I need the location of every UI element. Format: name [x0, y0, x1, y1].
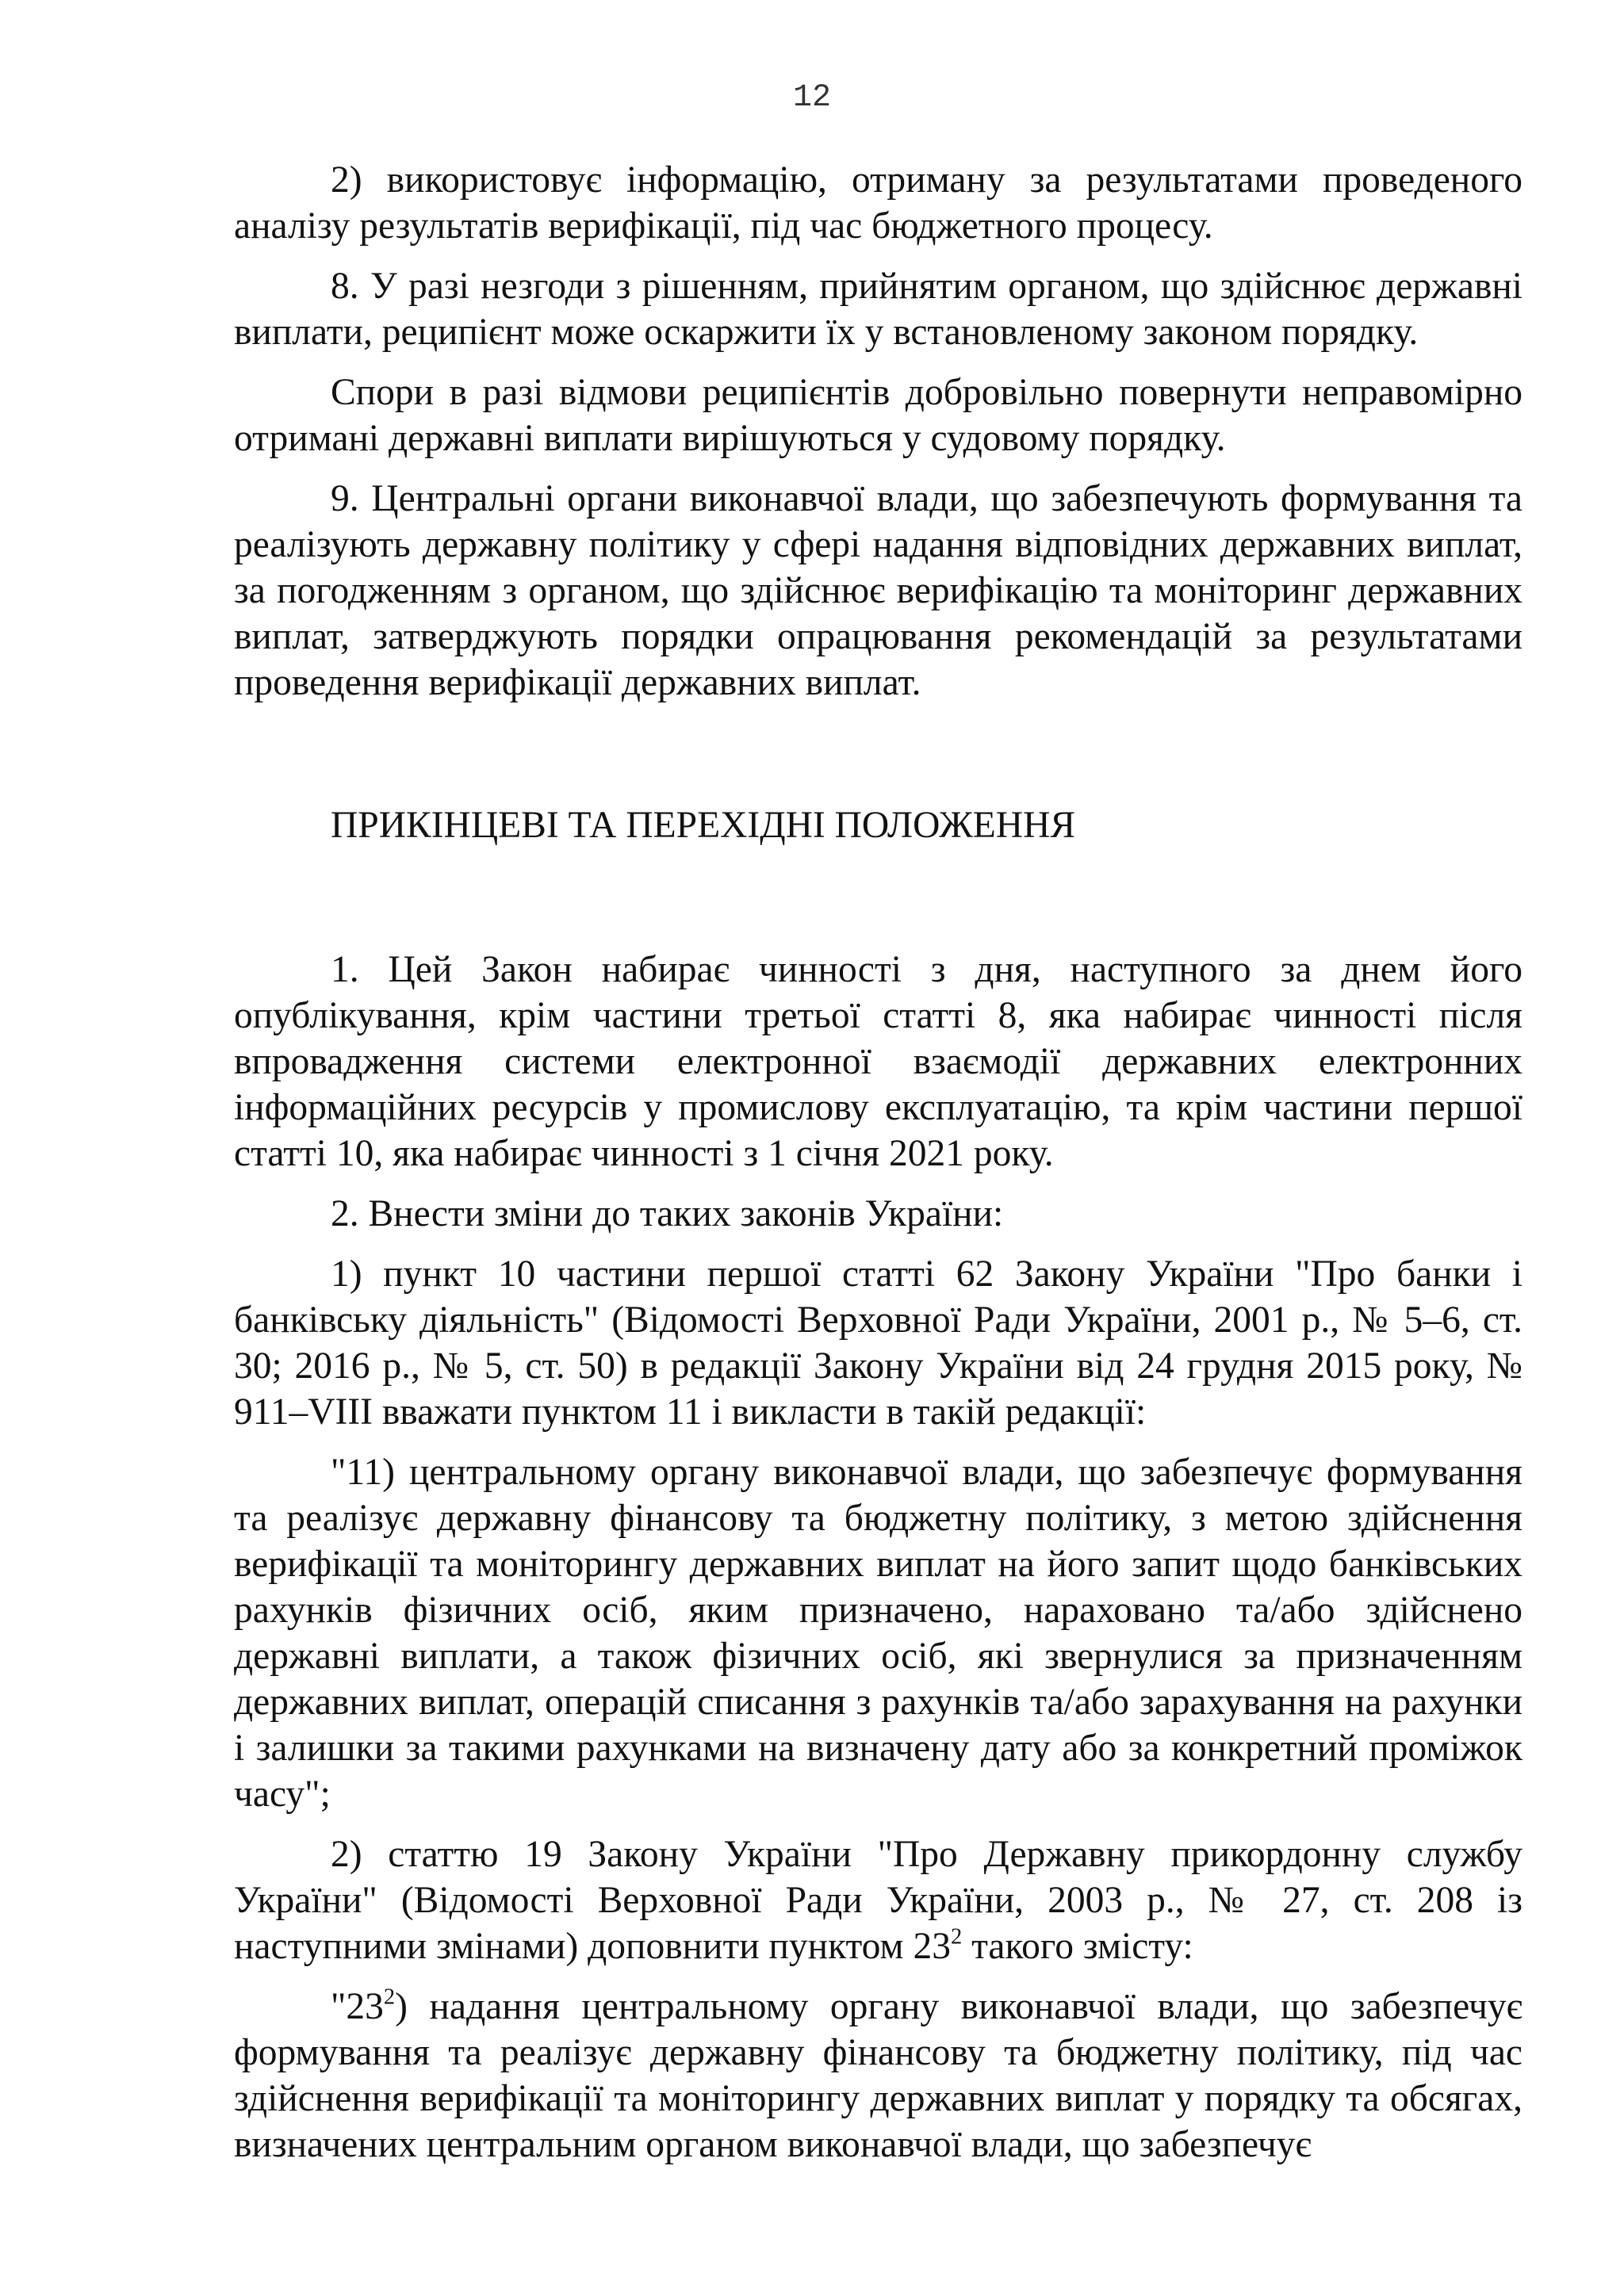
paragraph: "11) центральному органу виконавчої влади, що забезпечує формування та реалізує державну фінансову та бюджетну політику, з метою здійснення верифікації та моніторингу державних виплат на його запит щодо банківських рахунків фізичних осіб, яким призначено, нараховано та/або здійснено державні виплати, а також фізичних осіб, які звернулися за призначенням державних виплат, операцій списання з рахунків та/або зарахування на рахунки і залишки за такими рахунками на визначену дату або за конкретний проміжок часу"; — [234, 1452, 1522, 1815]
paragraph: 9. Центральні органи виконавчої влади, що забезпечують формування та реалізують державну політику у сфері надання відповідних державних виплат, за погодженням з органом, що здійснює верифікацію та моніторинг державних виплат, затверджують порядки опрацювання рекомендацій за результатами проведення верифікації державних виплат. — [234, 478, 1522, 703]
paragraph: 1. Цей Закон набирає чинності з дня, наступного за днем його опублікування, крім частини третьої статті 8, яка набирає чинності після впровадження системи електронної взаємодії державних електронних інформаційних ресурсів у промислову експлуатацію, та крім частини першої статті 10, яка набирає чинності з 1 січня 2021 року. — [234, 949, 1522, 1174]
paragraph-amendment-intro — [234, 1831, 1522, 1969]
paragraph: 2) використовує інформацію, отриману за результатами проведеного аналізу результатів верифікації, під час бюджетного процесу. — [234, 159, 1522, 247]
page-number: 12 — [792, 80, 831, 116]
superscript: 2 — [950, 1924, 963, 1950]
paragraph-amendment-text — [234, 1984, 1522, 2168]
paragraph: 1) пункт 10 частини першої статті 62 Закону України "Про банки і банківську діяльність" (Відомості Верховної Ради України, 2001 р., № 5–6, ст. 30; 2016 р., № 5, ст. 50) в редакції Закону України від 24 грудня 2015 року, № 911–VIII вважати пунктом 11 і викласти в такій редакції: — [234, 1253, 1522, 1433]
text-run: такого змісту: — [962, 1926, 1193, 1967]
section-heading: ПРИКІНЦЕВІ ТА ПЕРЕХІДНІ ПОЛОЖЕННЯ — [331, 805, 1076, 846]
paragraph: 8. У разі незгоди з рішенням, прийнятим органом, що здійснює державні виплати, реципієнт може оскаржити їх у встановленому законом порядку. — [234, 266, 1522, 353]
paragraph: 2. Внести зміни до таких законів України: — [331, 1193, 1004, 1234]
text-run: 2) статтю 19 Закону України "Про Державну прикордонну службу України" (Відомості Верховної Ради України, 2003 р., № 27, ст. 208 із наступними змінами) доповнити пунктом 23 — [234, 1834, 1522, 1967]
paragraph: Спори в разі відмови реципієнтів добровільно повернути неправомірно отримані державні виплати вирішуються у судовому порядку. — [234, 372, 1522, 459]
document-body — [234, 157, 1522, 2182]
superscript: 2 — [383, 1984, 396, 2010]
text-run: ) надання центральному органу виконавчої влади, що забезпечує формування та реалізує державну фінансову та бюджетну політику, під час здійснення верифікації та моніторингу державних виплат у порядку та обсягах, визначених центральним органом виконавчої влади, що забезпечує — [234, 1986, 1522, 2165]
text-run: "23 — [331, 1986, 384, 2027]
